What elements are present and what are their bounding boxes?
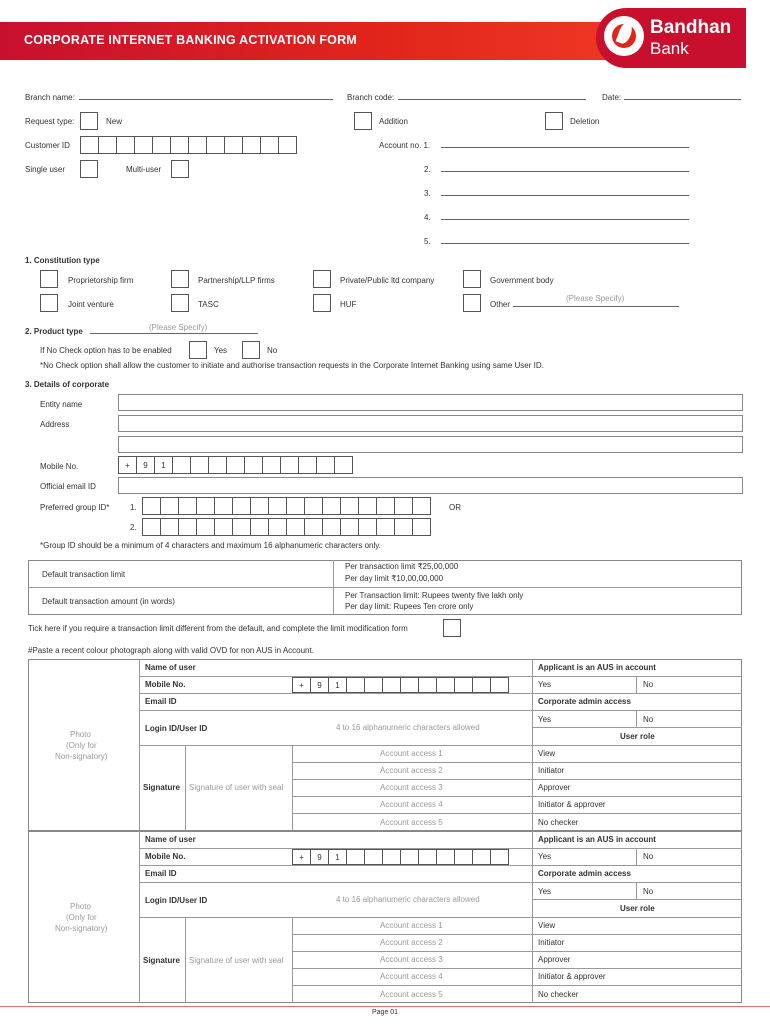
new-label: New: [106, 117, 123, 126]
u1-h7: [292, 796, 742, 797]
branch-name-field[interactable]: [79, 99, 333, 100]
group-id-2-cells[interactable]: [142, 518, 430, 536]
product-type-field[interactable]: [90, 333, 258, 334]
account-2-label: 2.: [424, 165, 431, 174]
default-limit-label: Default transaction limit: [42, 570, 126, 579]
u2-v4: [636, 882, 637, 899]
per-transaction-limit: Per transaction limit ₹25,00,000: [345, 562, 459, 571]
per-day-limit: Per day limit ₹10,00,00,000: [345, 574, 444, 583]
group-id-note: *Group ID should be a minimum of 4 characters and maximum 16 alphanumeric characters only.: [40, 541, 381, 550]
default-amount-label: Default transaction amount (in words): [42, 597, 175, 606]
other-label: Other: [490, 300, 511, 309]
account-1-field[interactable]: [441, 147, 689, 148]
u1-h3: [139, 710, 532, 711]
date-label: Date:: [602, 93, 622, 102]
u2-h3: [139, 882, 742, 883]
u1-aus-no[interactable]: No: [643, 680, 654, 689]
u2-photo-2: (Only for: [66, 913, 97, 922]
logo-text-bank: Bank: [650, 39, 689, 58]
u1-v4: [636, 710, 637, 727]
u1-access-1: Account access 1: [380, 749, 443, 758]
email-field[interactable]: [118, 477, 743, 494]
nocheck-label: If No Check option has to be enabled: [40, 346, 172, 355]
u2-role-nochecker[interactable]: No checker: [538, 990, 579, 999]
u2-h6: [292, 951, 742, 952]
paste-photo-note: #Paste a recent colour photograph along with valid OVD for non AUS in Account.: [28, 646, 314, 655]
account-4-field[interactable]: [441, 219, 689, 220]
tick-limit-label: Tick here if you require a transaction limit different from the default, and complete the limit modification form: [28, 624, 408, 633]
u1-signature-hint: Signature of user with seal: [189, 783, 284, 792]
u2-mobile-cells[interactable]: + 9 1: [292, 849, 508, 865]
u2-h2: [139, 865, 742, 866]
page-number: Page 01: [372, 1009, 399, 1016]
u1-access-2: Account access 2: [380, 766, 443, 775]
group-id-1-label: 1.: [130, 503, 137, 512]
single-user-label: Single user: [25, 165, 66, 174]
email-label: Official email ID: [40, 482, 96, 491]
single-user-checkbox[interactable]: [80, 160, 98, 178]
deletion-checkbox[interactable]: [545, 112, 563, 130]
u1-h9: [532, 727, 742, 728]
limits-col-divider: [333, 560, 334, 615]
u1-role-initiator[interactable]: Initiator: [538, 766, 565, 775]
u1-h2: [139, 693, 742, 694]
new-checkbox[interactable]: [80, 112, 98, 130]
account-5-field[interactable]: [441, 243, 689, 244]
u2-role-label: User role: [620, 904, 655, 913]
address-label: Address: [40, 420, 70, 429]
entity-name-field[interactable]: [118, 394, 743, 411]
proprietorship-checkbox[interactable]: [40, 270, 58, 288]
u1-role-nochecker[interactable]: No checker: [538, 818, 579, 827]
u1-admin-label: Corporate admin access: [538, 697, 631, 706]
u1-h8: [292, 813, 742, 814]
u1-aus-yes[interactable]: Yes: [538, 680, 552, 689]
joint-venture-checkbox[interactable]: [40, 294, 58, 312]
u2-access-5: Account access 5: [380, 990, 443, 999]
u1-admin-no[interactable]: No: [643, 715, 654, 724]
request-type-label: Request type:: [25, 117, 75, 126]
u1-h3b: [532, 710, 742, 711]
u2-v6: [292, 917, 293, 1003]
u1-access-4: Account access 4: [380, 800, 443, 809]
group-id-label: Preferred group ID*: [40, 503, 110, 512]
u2-access-3: Account access 3: [380, 955, 443, 964]
u2-role-init-approver[interactable]: Initiator & approver: [538, 972, 606, 981]
multi-user-label: Multi-user: [126, 165, 162, 174]
huf-checkbox[interactable]: [313, 294, 331, 312]
u2-access-2: Account access 2: [380, 938, 443, 947]
product-please-specify: (Please Specify): [149, 323, 208, 332]
u1-role-approver[interactable]: Approver: [538, 783, 571, 792]
u2-aus-label: Applicant is an AUS in account: [538, 835, 656, 844]
logo-text-bandhan: Bandhan: [650, 17, 732, 38]
u2-aus-yes[interactable]: Yes: [538, 852, 552, 861]
u2-login-hint: 4 to 16 alphanumeric characters allowed: [336, 895, 480, 904]
u2-h8: [292, 985, 742, 986]
u2-admin-yes[interactable]: Yes: [538, 887, 552, 896]
u2-name-label: Name of user: [145, 835, 196, 844]
limits-divider: [28, 587, 742, 588]
u1-login-label: Login ID/User ID: [145, 724, 208, 733]
u1-name-label: Name of user: [145, 663, 196, 672]
government-label: Government body: [490, 276, 554, 285]
addition-label: Addition: [379, 117, 408, 126]
entity-name-label: Entity name: [40, 400, 83, 409]
other-specify-field[interactable]: [513, 306, 679, 307]
addition-checkbox[interactable]: [354, 112, 372, 130]
address-field-2[interactable]: [118, 436, 743, 453]
u1-aus-label: Applicant is an AUS in account: [538, 663, 656, 672]
other-please-specify: (Please Specify): [566, 294, 625, 303]
u1-access-5: Account access 5: [380, 818, 443, 827]
or-label: OR: [449, 503, 461, 512]
u2-login-label: Login ID/User ID: [145, 896, 208, 905]
account-3-field[interactable]: [441, 195, 689, 196]
private-public-label: Private/Public ltd company: [340, 276, 435, 285]
u2-photo-1: Photo: [70, 902, 91, 911]
u2-access-4: Account access 4: [380, 972, 443, 981]
group-id-1-cells[interactable]: [142, 497, 430, 515]
nocheck-no-checkbox[interactable]: [242, 341, 260, 359]
u1-photo-3: Non-signatory): [55, 752, 108, 761]
u2-mobile-label: Mobile No.: [145, 852, 186, 861]
u1-access-3: Account access 3: [380, 783, 443, 792]
u2-v3: [636, 848, 637, 865]
account-5-label: 5.: [424, 237, 431, 246]
u2-access-1: Account access 1: [380, 921, 443, 930]
mobile-cells[interactable]: + 9 1: [118, 456, 352, 474]
customer-id-label: Customer ID: [25, 141, 70, 150]
tasc-label: TASC: [198, 300, 219, 309]
u1-v6: [292, 745, 293, 831]
branch-code-label: Branch code:: [347, 93, 395, 102]
joint-venture-label: Joint venture: [68, 300, 114, 309]
u2-admin-label: Corporate admin access: [538, 869, 631, 878]
account-4-label: 4.: [424, 213, 431, 222]
u2-h9: [532, 899, 742, 900]
u1-mobile-cells[interactable]: + 9 1: [292, 677, 508, 693]
address-field-1[interactable]: [118, 415, 743, 432]
government-checkbox[interactable]: [463, 270, 481, 288]
u2-h4: [139, 917, 742, 918]
u2-h5: [292, 934, 742, 935]
u1-h6: [292, 779, 742, 780]
u2-aus-no[interactable]: No: [643, 852, 654, 861]
u2-admin-no[interactable]: No: [643, 887, 654, 896]
u1-h5: [292, 762, 742, 763]
u1-role-view[interactable]: View: [538, 749, 556, 758]
deletion-label: Deletion: [570, 117, 600, 126]
other-checkbox[interactable]: [463, 294, 481, 312]
customer-id-cells[interactable]: [80, 136, 296, 154]
u2-h7: [292, 968, 742, 969]
branch-code-field[interactable]: [398, 99, 586, 100]
per-transaction-words: Per Transaction limit: Rupees twenty five lakh only: [345, 591, 524, 600]
u1-role-init-approver[interactable]: Initiator & approver: [538, 800, 606, 809]
u2-role-initiator[interactable]: Initiator: [538, 938, 565, 947]
footer-line: [0, 1006, 770, 1007]
partnership-checkbox[interactable]: [171, 270, 189, 288]
form-title: CORPORATE INTERNET BANKING ACTIVATION FORM: [24, 33, 357, 47]
u1-mobile-label: Mobile No.: [145, 680, 186, 689]
u1-email-label: Email ID: [145, 697, 177, 706]
u2-role-approver[interactable]: Approver: [538, 955, 571, 964]
u1-admin-yes[interactable]: Yes: [538, 715, 552, 724]
nocheck-yes-label: Yes: [214, 346, 228, 355]
account-3-label: 3.: [424, 189, 431, 198]
u1-role-label: User role: [620, 732, 655, 741]
mobile-label: Mobile No.: [40, 462, 79, 471]
u1-h4: [139, 745, 742, 746]
u1-login-hint: 4 to 16 alphanumeric characters allowed: [336, 723, 480, 732]
u2-role-view[interactable]: View: [538, 921, 556, 930]
product-type-title: 2. Product type: [25, 327, 83, 336]
u1-signature-label: Signature: [143, 783, 180, 792]
nocheck-note: *No Check option shall allow the customer to initiate and authorise transaction requests in the Corporate Internet Banking using same User ID.: [40, 361, 544, 370]
per-day-words: Per day limit: Rupees Ten crore only: [345, 602, 474, 611]
constitution-title: 1. Constitution type: [25, 256, 100, 265]
u2-signature-hint: Signature of user with seal: [189, 956, 284, 965]
nocheck-no-label: No: [267, 346, 278, 355]
account-2-field[interactable]: [441, 171, 689, 172]
u2-v5: [185, 917, 186, 1003]
date-field[interactable]: [624, 99, 741, 100]
u1-v3: [636, 676, 637, 693]
details-title: 3. Details of corporate: [25, 380, 110, 389]
u2-email-label: Email ID: [145, 869, 177, 878]
branch-name-label: Branch name:: [25, 93, 75, 102]
tasc-checkbox[interactable]: [171, 294, 189, 312]
group-id-2-label: 2.: [130, 523, 137, 532]
huf-label: HUF: [340, 300, 357, 309]
account-no-label: Account no. 1.: [379, 141, 431, 150]
u2-signature-label: Signature: [143, 956, 180, 965]
proprietorship-label: Proprietorship firm: [68, 276, 134, 285]
u1-photo-1: Photo: [70, 730, 91, 739]
u2-photo-3: Non-signatory): [55, 924, 108, 933]
partnership-label: Partnership/LLP firms: [198, 276, 275, 285]
nocheck-yes-checkbox[interactable]: [189, 341, 207, 359]
u1-photo-2: (Only for: [66, 741, 97, 750]
limit-modification-checkbox[interactable]: [443, 619, 461, 637]
u1-v5: [185, 745, 186, 831]
multi-user-checkbox[interactable]: [171, 160, 189, 178]
private-public-checkbox[interactable]: [313, 270, 331, 288]
